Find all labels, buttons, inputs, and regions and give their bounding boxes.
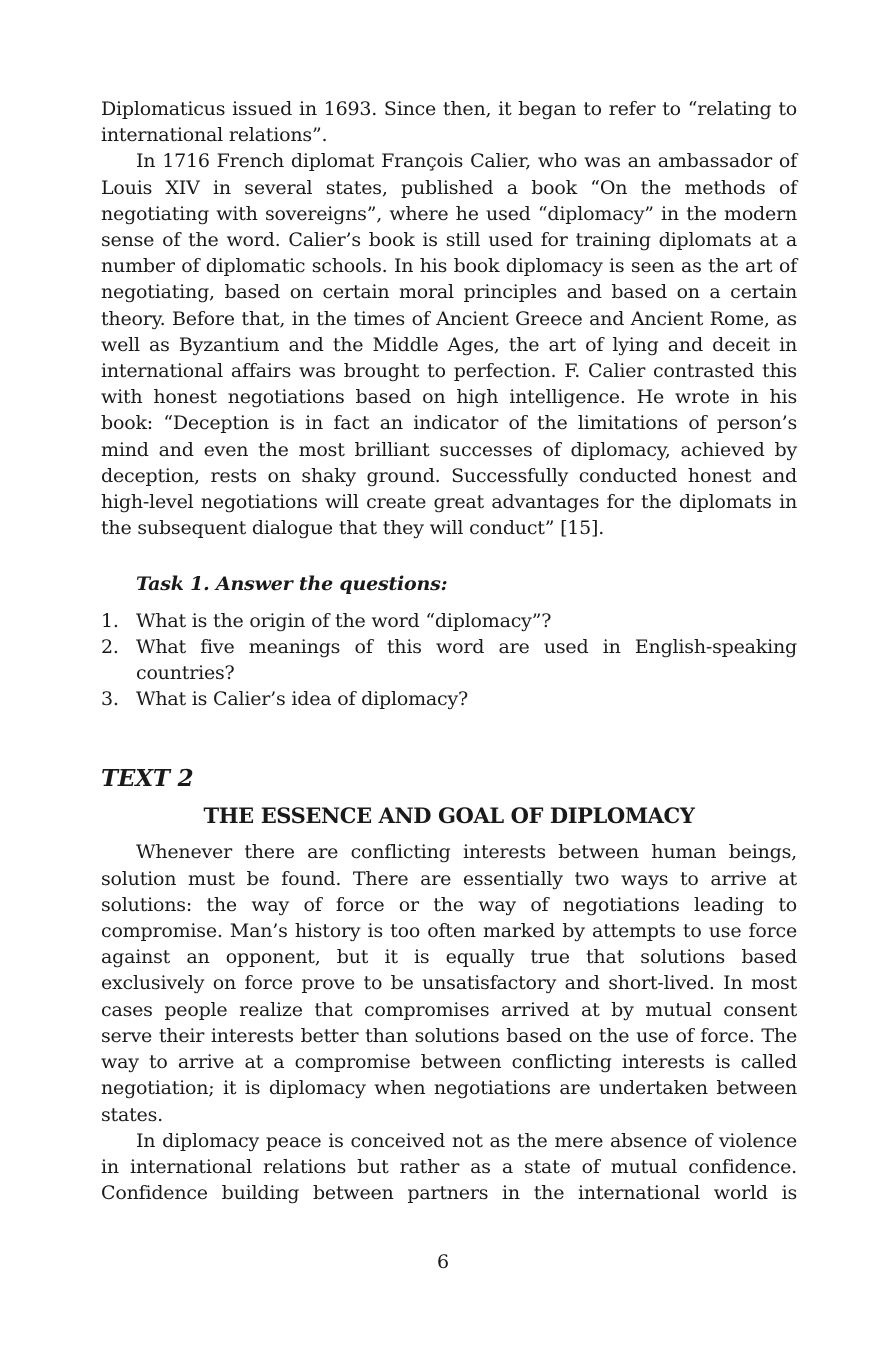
list-item-number: 1. [101,609,119,632]
paragraph-calier: In 1716 French diplomat François Calier, who was an ambassador of Louis XIV in several states, published a book “On the methods of negotiating with sovereigns”, where he used “diplomacy” in the modern sense of the word. Calier’s book is still used for training diplomats at a number of diplomatic schools. In his book diplomacy is seen as the art of negotiating, based on certain moral principles and based on a certain theory. Before that, in the times of Ancient Greece and Ancient Rome, as well as Byzantium and the Middle Ages, the art of lying and deceit in international affairs was brought to perfection. F. Calier contrasted this with honest negotiations based on high intelligence. He wrote in his book: “Deception is in fact an indicator of the limitations of person’s mind and even the most brilliant successes of diplomacy, achieved by deception, rests on shaky ground. Successfully conducted honest and high-level negotiations will create great advantages for the diplomats in the subsequent dialogue that they will conduct” [15]. [101,150,797,540]
paragraph-peace: In diplomacy peace is conceived not as the mere absence of violence in international relations but rather as a state of mutual confidence. Confidence building between partners in the international world is [101,1129,797,1205]
page-number: 6 [436,1251,450,1273]
paragraph-continuation: Diplomaticus issued in 1693. Since then, it began to refer to “relating to international relations”. [101,98,797,147]
question-list [101,608,797,713]
task-title: Task 1. Answer the questions: [136,573,448,596]
section-label: TEXT 2 [101,765,194,793]
list-item [101,634,797,686]
list-item-number: 3. [101,688,119,711]
page-content [101,96,797,1206]
list-item [101,686,797,712]
list-item-text: What is the origin of the word “diplomacy”? [136,609,552,632]
list-item [101,608,797,634]
list-item-number: 2. [101,635,119,658]
list-item-text: What is Calier’s idea of diplomacy? [136,688,468,711]
list-item-text: What five meanings of this word are used in English-speaking countries? [136,635,797,685]
section-heading: THE ESSENCE AND GOAL OF DIPLOMACY [203,803,695,829]
paragraph-essence: Whenever there are conflicting interests between human beings, solution must be found. There are essentially two ways to arrive at solutions: the way of force or the way of negotiations leading to compromise. Man’s history is too often marked by attempts to use force against an opponent, but it is equally true that solutions based exclusively on force prove to be unsatisfactory and short-lived. In most cases people realize that compromises arrived at by mutual consent serve their interests better than solutions based on the use of force. The way to arrive at a compromise between conflicting interests is called negotiation; it is diplomacy when negotiations are undertaken between states. [101,841,797,1126]
